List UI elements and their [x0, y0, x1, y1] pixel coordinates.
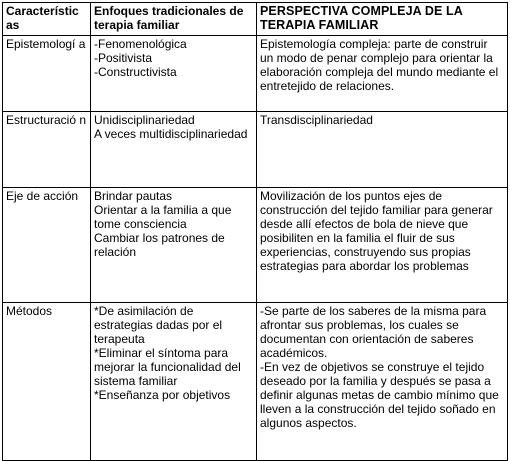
traditional-item: Unidisciplinariedad [94, 113, 195, 127]
table-header-row [3, 3, 508, 36]
traditional-item: *Eliminar el síntoma para mejorar la funcionalidad del sistema familiar [94, 346, 241, 388]
table-row-eje-de-accion [3, 188, 508, 303]
table-row-metodos [3, 303, 508, 461]
traditional-item: -Fenomenológica [94, 37, 187, 51]
complex-cell [257, 112, 508, 188]
traditional-cell [91, 112, 257, 188]
traditional-item: *De asimilación de estrategias dadas por el terapeuta [94, 304, 223, 346]
row-label: Eje de acción [3, 188, 91, 303]
traditional-item: -Positivista [94, 51, 153, 65]
header-perspectiva-compleja: PERSPECTIVA COMPLEJA DE LA TERAPIA FAMILIAR [257, 3, 508, 36]
header-enfoques-tradicionales: Enfoques tradicionales de terapia familiar [91, 3, 257, 36]
complex-item: Movilización de los puntos ejes de construcción del tejido familiar para generar desde allí efectos de bola de nieve que posibiliten en la familia el fluir de sus experiencias, construyendo sus propias estrategias para abordar los problemas [260, 189, 493, 273]
comparison-table [2, 2, 508, 461]
complex-cell [257, 36, 508, 112]
row-label: Métodos [3, 303, 91, 461]
traditional-cell [91, 303, 257, 461]
traditional-item: Orientar a la familia a que tome consciencia [94, 203, 232, 231]
complex-item: -En vez de objetivos se construye el tejido deseado por la familia y después se pasa a definir algunas metas de cambio mínimo que lleven a la construcción del tejido soñado en algunos aspectos. [260, 360, 499, 430]
traditional-item: -Constructivista [94, 65, 177, 79]
header-caracteristicas: Característic as [3, 3, 91, 36]
traditional-cell [91, 36, 257, 112]
traditional-item: A veces multidisciplinariedad [94, 127, 248, 141]
table-row-estructuracion [3, 112, 508, 188]
traditional-cell [91, 188, 257, 303]
complex-item: Epistemología compleja: parte de construir un modo de penar complejo para orientar la elaboración compleja del mundo mediante el entretejido de relaciones. [260, 37, 499, 93]
traditional-item: Cambiar los patrones de relación [94, 231, 225, 259]
traditional-item: Brindar pautas [94, 189, 173, 203]
complex-item: Transdisciplinariedad [260, 113, 373, 127]
row-label: Epistemologí a [3, 36, 91, 112]
complex-cell [257, 303, 508, 461]
traditional-item: *Enseñanza por objetivos [94, 388, 231, 402]
row-label: Estructuració n [3, 112, 91, 188]
complex-item: -Se parte de los saberes de la misma para afrontar sus problemas, los cuales se documentan con orientación de saberes académicos. [260, 304, 487, 360]
complex-cell [257, 188, 508, 303]
table-row-epistemologia [3, 36, 508, 112]
